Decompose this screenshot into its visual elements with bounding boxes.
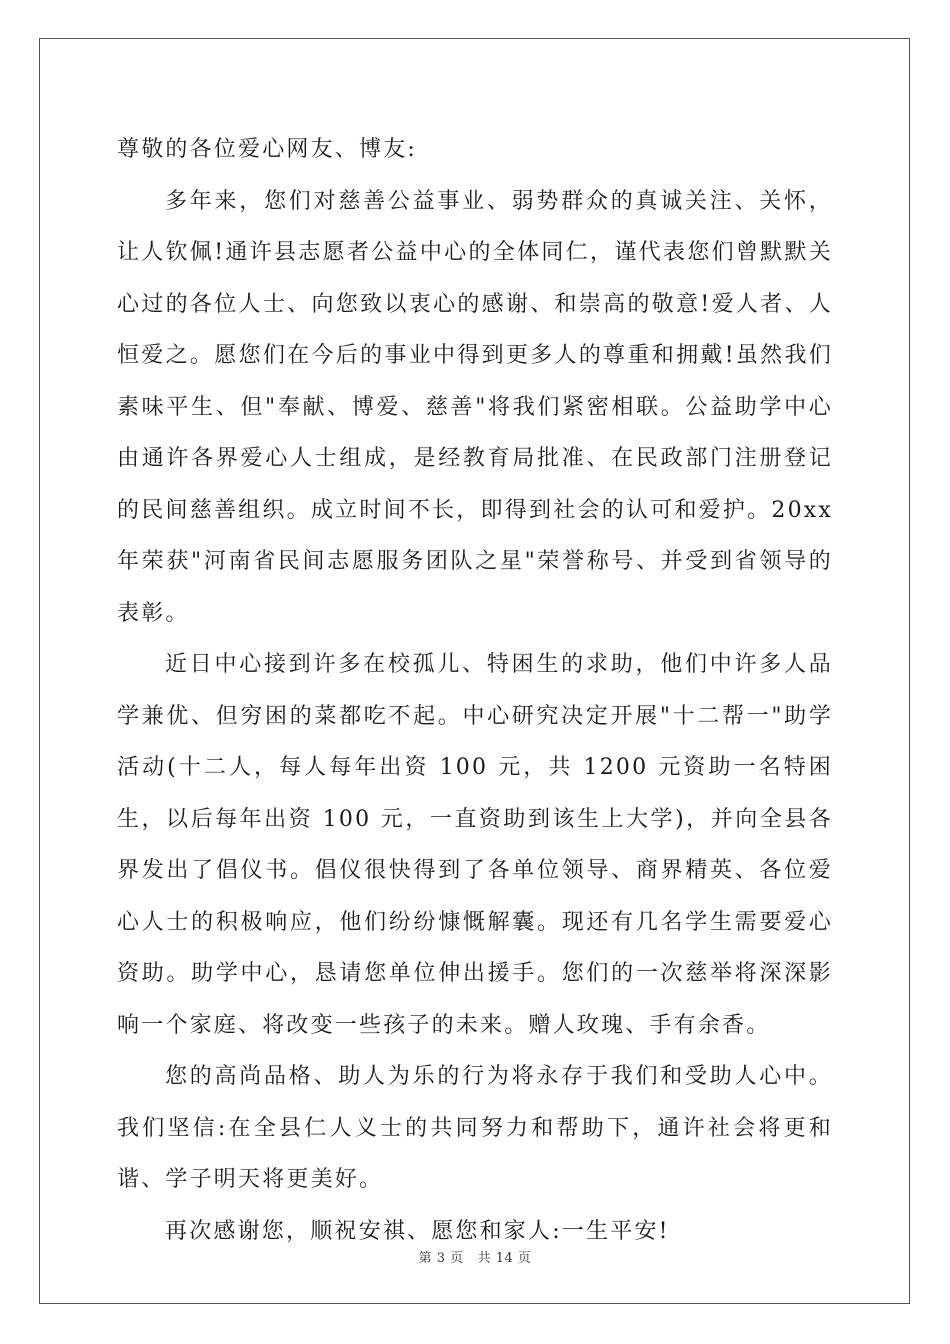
- letter-body: [117, 124, 833, 1257]
- paragraph-4: 再次感谢您，顺祝安祺、愿您和家人:一生平安!: [165, 1218, 670, 1244]
- salutation: 尊敬的各位爱心网友、博友:: [117, 137, 418, 162]
- page-total: 共 14 页: [477, 1251, 532, 1266]
- page-number: 第 3 页: [418, 1251, 464, 1266]
- page-footer: [0, 1247, 950, 1266]
- paragraph-2: 近日中心接到许多在校孤儿、特困生的求助，他们中许多人品学兼优、但穷困的菜都吃不起。中心研究决定开展"十二帮一"助学活动(十二人，每人每年出资 100 元，共 1200 元资助一名特困生，以后每年出资 100 元，一直资助到该生上大学)，并向全县各界发出了倡仪书。倡仪很快得到了各单位领导、商界精英、各位爱心人士的积极响应，他们纷纷慷慨解囊。现还有几名学生需要爱心资助。助学中心，恳请您单位伸出援手。您们的一次慈举将深深影响一个家庭、将改变一些孩子的未来。赠人玫瑰、手有余香。: [117, 652, 833, 1038]
- paragraph-1: 多年来，您们对慈善公益事业、弱势群众的真诚关注、关怀，让人钦佩!通许县志愿者公益中心的全体同仁，谨代表您们曾默默关心过的各位人士、向您致以衷心的感谢、和崇高的敬意!爱人者、人恒爱之。愿您们在今后的事业中得到更多人的尊重和拥戴!虽然我们素味平生、但"奉献、博爱、慈善"将我们紧密相联。公益助学中心由通许各界爱心人士组成，是经教育局批准、在民政部门注册登记的民间慈善组织。成立时间不长，即得到社会的认可和爱护。20xx 年荣获"河南省民间志愿服务团队之星"荣誉称号、并受到省领导的表彰。: [117, 188, 833, 626]
- paragraph-3: 您的高尚品格、助人为乐的行为将永存于我们和受助人心中。我们坚信:在全县仁人义士的共同努力和帮助下，通许社会将更和谐、学子明天将更美好。: [117, 1064, 833, 1192]
